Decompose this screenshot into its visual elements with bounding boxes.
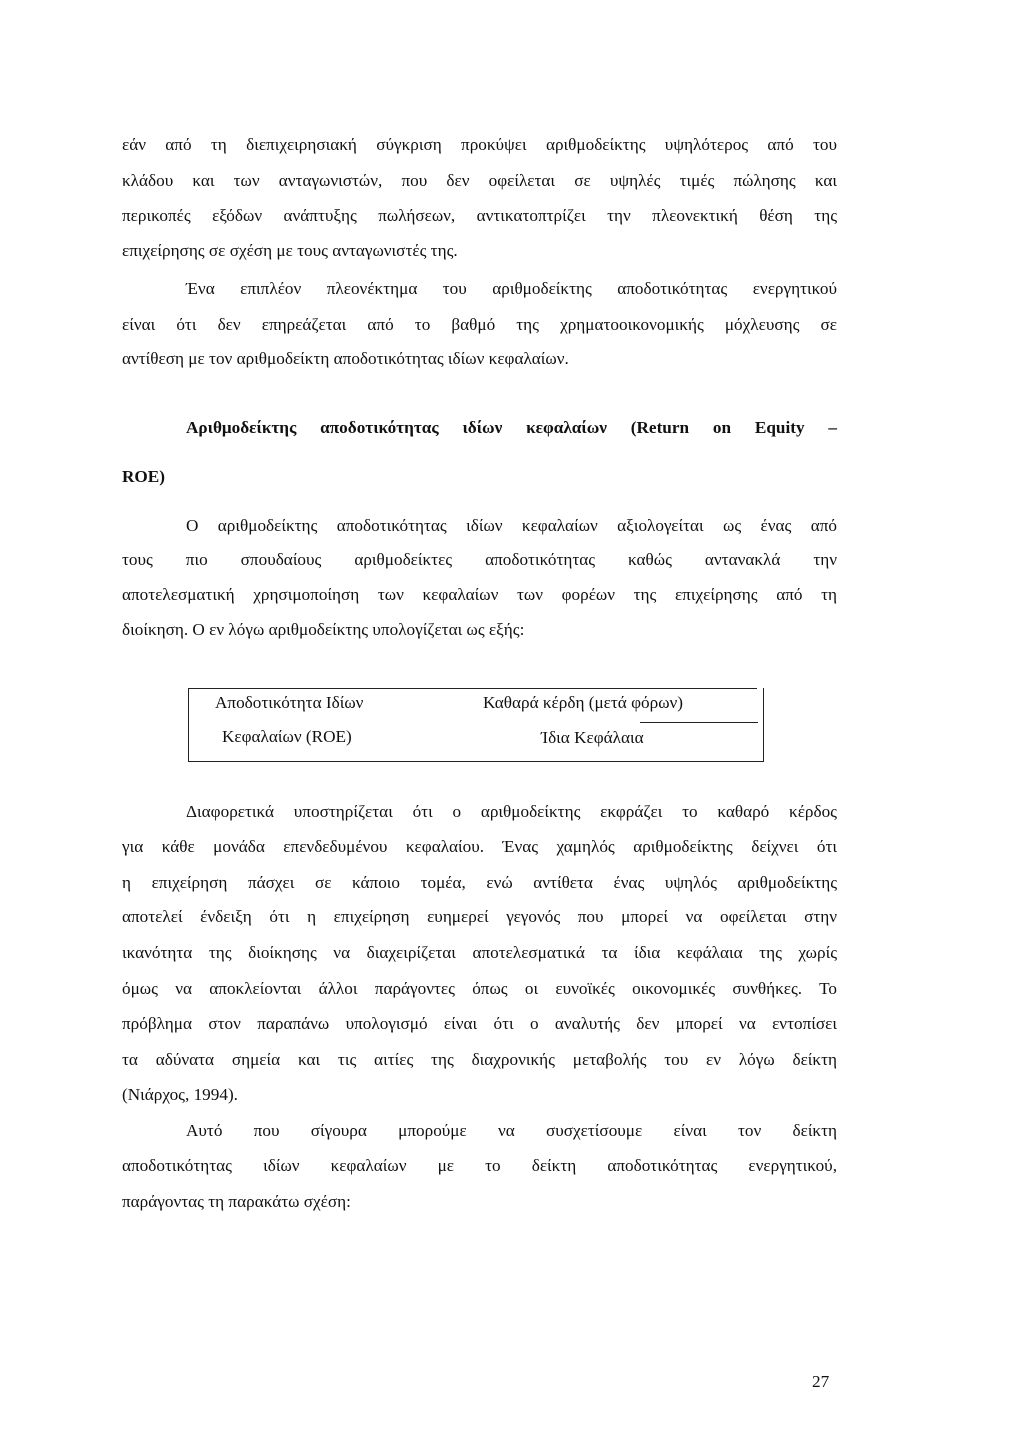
paragraph-2-line: Ένα επιπλέον πλεονέκτημα του αριθμοδείκτης αποδοτικότητας ενεργητικού bbox=[186, 279, 837, 298]
paragraph-1-line: εάν από τη διεπιχειρησιακή σύγκριση προκύψει αριθμοδείκτης υψηλότερος από του bbox=[122, 135, 837, 154]
formula-denominator: Ίδια Κεφάλαια bbox=[541, 728, 644, 747]
paragraph-4-line: Διαφορετικά υποστηρίζεται ότι ο αριθμοδείκτης εκφράζει το καθαρό κέρδος bbox=[186, 802, 837, 821]
paragraph-3-line: Ο αριθμοδείκτης αποδοτικότητας ιδίων κεφαλαίων αξιολογείται ως ένας από bbox=[186, 516, 837, 535]
paragraph-1-line: περικοπές εξόδων ανάπτυξης πωλήσεων, αντικατοπτρίζει την πλεονεκτική θέση της bbox=[122, 206, 837, 225]
paragraph-1-line: κλάδου και των ανταγωνιστών, που δεν οφείλεται σε υψηλές τιμές πώλησης και bbox=[122, 171, 837, 190]
fraction-bar bbox=[640, 722, 758, 723]
formula-box-top-border bbox=[189, 688, 757, 689]
formula-numerator: Καθαρά κέρδη (μετά φόρων) bbox=[483, 693, 683, 712]
paragraph-4-line: αποτελεί ένδειξη ότι η επιχείρηση ευημερεί γεγονός που μπορεί να οφείλεται στην bbox=[122, 907, 837, 926]
paragraph-2-line: είναι ότι δεν επηρεάζεται από το βαθμό της χρηματοοικονομικής μόχλευσης σε bbox=[122, 315, 837, 334]
formula-left-label-line-1: Αποδοτικότητα Ιδίων bbox=[215, 693, 364, 712]
paragraph-5-line: Αυτό που σίγουρα μπορούμε να συσχετίσουμε είναι τον δείκτη bbox=[186, 1121, 837, 1140]
formula-left-label-line-2: Κεφαλαίων (ROE) bbox=[222, 727, 352, 746]
paragraph-4-line: (Νιάρχος, 1994). bbox=[122, 1085, 238, 1104]
paragraph-4-line: η επιχείρηση πάσχει σε κάποιο τομέα, ενώ αντίθετα ένας υψηλός αριθμοδείκτης bbox=[122, 873, 837, 892]
page-number: 27 bbox=[812, 1372, 830, 1391]
paragraph-4-line: τα αδύνατα σημεία και τις αιτίες της διαχρονικής μεταβολής του εν λόγω δείκτη bbox=[122, 1050, 837, 1069]
formula-box bbox=[188, 688, 764, 762]
paragraph-2-line: αντίθεση με τον αριθμοδείκτη αποδοτικότητας ιδίων κεφαλαίων. bbox=[122, 349, 569, 368]
paragraph-3-line: αποτελεσματική χρησιμοποίηση των κεφαλαίων των φορέων της επιχείρησης από τη bbox=[122, 585, 837, 604]
section-heading: Αριθμοδείκτης αποδοτικότητας ιδίων κεφαλαίων (Return on Equity – bbox=[186, 418, 837, 437]
paragraph-3-line: τους πιο σπουδαίους αριθμοδείκτες αποδοτικότητας καθώς αντανακλά την bbox=[122, 550, 837, 569]
paragraph-4-line: όμως να αποκλείονται άλλοι παράγοντες όπως οι ευνοϊκές οικονομικές συνθήκες. Το bbox=[122, 979, 837, 998]
paragraph-5-line: αποδοτικότητας ιδίων κεφαλαίων με το δείκτη αποδοτικότητας ενεργητικού, bbox=[122, 1156, 837, 1175]
paragraph-5-line: παράγοντας τη παρακάτω σχέση: bbox=[122, 1192, 351, 1211]
paragraph-4-line: για κάθε μονάδα επενδεδυμένου κεφαλαίου. Ένας χαμηλός αριθμοδείκτης δείχνει ότι bbox=[122, 837, 837, 856]
paragraph-3-line: διοίκηση. Ο εν λόγω αριθμοδείκτης υπολογίζεται ως εξής: bbox=[122, 620, 525, 639]
paragraph-1-line: επιχείρησης σε σχέση με τους ανταγωνιστές της. bbox=[122, 241, 458, 260]
paragraph-4-line: ικανότητα της διοίκησης να διαχειρίζεται αποτελεσματικά τα ίδια κεφάλαια της χωρίς bbox=[122, 943, 837, 962]
paragraph-4-line: πρόβλημα στον παραπάνω υπολογισμό είναι ότι ο αναλυτής δεν μπορεί να εντοπίσει bbox=[122, 1014, 837, 1033]
section-heading-continuation: ROE) bbox=[122, 467, 165, 486]
